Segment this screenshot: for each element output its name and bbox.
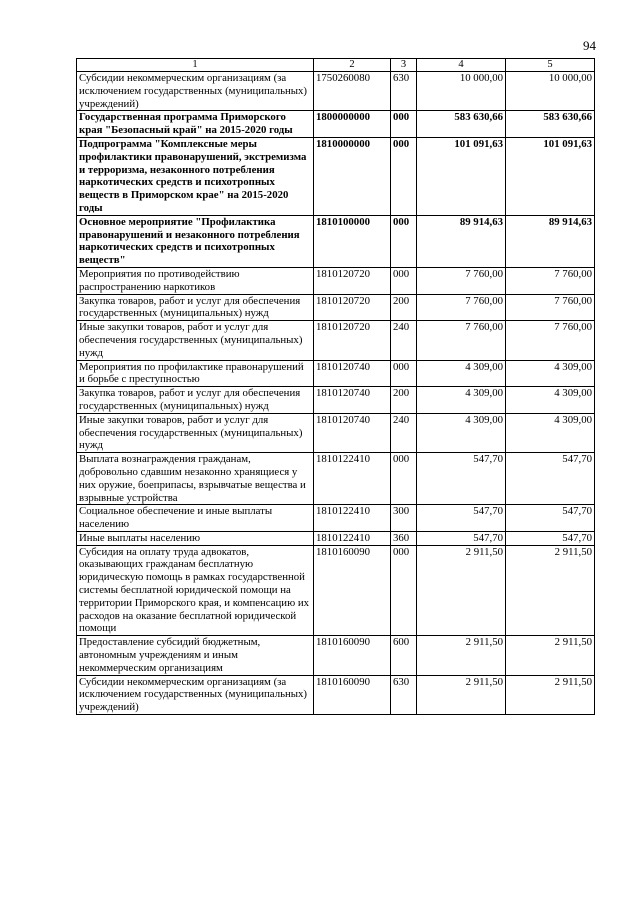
row-code-cell: 1810122410	[314, 531, 391, 545]
table-row	[77, 531, 595, 545]
row-value-col5-cell: 547,70	[506, 505, 595, 532]
row-value-col4-cell: 7 760,00	[417, 267, 506, 294]
row-value-col4-cell: 4 309,00	[417, 360, 506, 387]
table-row	[77, 111, 595, 138]
table-row	[77, 636, 595, 675]
header-col-3: 3	[391, 59, 417, 72]
table-row	[77, 545, 595, 636]
table-row	[77, 72, 595, 111]
row-value-col5-cell: 2 911,50	[506, 545, 595, 636]
row-value-col5-cell: 7 760,00	[506, 267, 595, 294]
row-code-cell: 1750260080	[314, 72, 391, 111]
row-type-cell: 000	[391, 545, 417, 636]
row-code-cell: 1810160090	[314, 545, 391, 636]
row-type-cell: 630	[391, 675, 417, 714]
row-name-cell: Социальное обеспечение и иные выплаты населению	[77, 505, 314, 532]
row-value-col4-cell: 2 911,50	[417, 545, 506, 636]
row-value-col5-cell: 4 309,00	[506, 387, 595, 414]
row-name-cell: Закупка товаров, работ и услуг для обеспечения государственных (муниципальных) нужд	[77, 294, 314, 321]
table-row	[77, 360, 595, 387]
table-header-row	[77, 59, 595, 72]
row-value-col5-cell: 7 760,00	[506, 294, 595, 321]
row-type-cell: 240	[391, 321, 417, 360]
row-type-cell: 360	[391, 531, 417, 545]
row-type-cell: 000	[391, 111, 417, 138]
row-code-cell: 1810122410	[314, 453, 391, 505]
row-type-cell: 000	[391, 267, 417, 294]
row-name-cell: Подпрограмма "Комплексные меры профилактики правонарушений, экстремизма и терроризма, незаконного потребления наркотических средств и психотропных веществ в Приморском крае" на 2015-2020 годы	[77, 137, 314, 215]
row-value-col5-cell: 7 760,00	[506, 321, 595, 360]
row-type-cell: 000	[391, 453, 417, 505]
row-value-col4-cell: 10 000,00	[417, 72, 506, 111]
row-name-cell: Предоставление субсидий бюджетным, автономным учреждениям и иным некоммерческим организациям	[77, 636, 314, 675]
row-name-cell: Государственная программа Приморского края "Безопасный край" на 2015-2020 годы	[77, 111, 314, 138]
row-code-cell: 1810000000	[314, 137, 391, 215]
row-code-cell: 1810100000	[314, 215, 391, 267]
row-code-cell: 1810120740	[314, 413, 391, 452]
row-code-cell: 1800000000	[314, 111, 391, 138]
row-value-col5-cell: 89 914,63	[506, 215, 595, 267]
row-name-cell: Мероприятия по профилактике правонарушений и борьбе с преступностью	[77, 360, 314, 387]
header-col-5: 5	[506, 59, 595, 72]
row-type-cell: 630	[391, 72, 417, 111]
table-row	[77, 675, 595, 714]
row-name-cell: Иные закупки товаров, работ и услуг для обеспечения государственных (муниципальных) нужд	[77, 413, 314, 452]
table-row	[77, 294, 595, 321]
table-row	[77, 267, 595, 294]
row-value-col4-cell: 4 309,00	[417, 413, 506, 452]
row-type-cell: 000	[391, 137, 417, 215]
row-code-cell: 1810120720	[314, 321, 391, 360]
row-type-cell: 300	[391, 505, 417, 532]
row-value-col4-cell: 7 760,00	[417, 321, 506, 360]
row-type-cell: 240	[391, 413, 417, 452]
row-type-cell: 000	[391, 215, 417, 267]
row-value-col5-cell: 2 911,50	[506, 675, 595, 714]
row-type-cell: 200	[391, 294, 417, 321]
row-code-cell: 1810120740	[314, 360, 391, 387]
row-value-col4-cell: 7 760,00	[417, 294, 506, 321]
row-code-cell: 1810160090	[314, 675, 391, 714]
row-value-col4-cell: 101 091,63	[417, 137, 506, 215]
table-row	[77, 215, 595, 267]
row-code-cell: 1810122410	[314, 505, 391, 532]
table-row	[77, 413, 595, 452]
table-row	[77, 137, 595, 215]
table-row	[77, 453, 595, 505]
row-code-cell: 1810120720	[314, 294, 391, 321]
table-row	[77, 505, 595, 532]
row-value-col4-cell: 547,70	[417, 505, 506, 532]
row-code-cell: 1810120720	[314, 267, 391, 294]
header-col-1: 1	[77, 59, 314, 72]
row-name-cell: Закупка товаров, работ и услуг для обеспечения государственных (муниципальных) нужд	[77, 387, 314, 414]
row-value-col5-cell: 547,70	[506, 531, 595, 545]
row-name-cell: Иные выплаты населению	[77, 531, 314, 545]
row-value-col5-cell: 4 309,00	[506, 360, 595, 387]
row-code-cell: 1810120740	[314, 387, 391, 414]
row-value-col4-cell: 2 911,50	[417, 675, 506, 714]
row-value-col4-cell: 547,70	[417, 531, 506, 545]
row-name-cell: Субсидии некоммерческим организациям (за исключением государственных (муниципальных) учреждений)	[77, 72, 314, 111]
row-value-col5-cell: 101 091,63	[506, 137, 595, 215]
row-name-cell: Основное мероприятие "Профилактика правонарушений и незаконного потребления наркотических средств и психотропных веществ"	[77, 215, 314, 267]
row-value-col4-cell: 2 911,50	[417, 636, 506, 675]
table-row	[77, 387, 595, 414]
row-value-col4-cell: 547,70	[417, 453, 506, 505]
row-value-col5-cell: 4 309,00	[506, 413, 595, 452]
row-value-col5-cell: 547,70	[506, 453, 595, 505]
budget-table	[76, 58, 595, 715]
row-name-cell: Иные закупки товаров, работ и услуг для обеспечения государственных (муниципальных) нужд	[77, 321, 314, 360]
row-type-cell: 000	[391, 360, 417, 387]
row-name-cell: Мероприятия по противодействию распространению наркотиков	[77, 267, 314, 294]
row-name-cell: Субсидии некоммерческим организациям (за исключением государственных (муниципальных) учреждений)	[77, 675, 314, 714]
header-col-4: 4	[417, 59, 506, 72]
row-type-cell: 200	[391, 387, 417, 414]
table-row	[77, 321, 595, 360]
row-value-col4-cell: 583 630,66	[417, 111, 506, 138]
row-type-cell: 600	[391, 636, 417, 675]
row-value-col5-cell: 10 000,00	[506, 72, 595, 111]
row-value-col4-cell: 4 309,00	[417, 387, 506, 414]
row-value-col4-cell: 89 914,63	[417, 215, 506, 267]
row-name-cell: Субсидия на оплату труда адвокатов, оказывающих гражданам бесплатную юридическую помощь в рамках государственной системы бесплатной юридической помощи на территории Приморского края, и компенсацию их расходов на оказание бесплатной юридической помощи	[77, 545, 314, 636]
row-value-col5-cell: 2 911,50	[506, 636, 595, 675]
row-name-cell: Выплата вознаграждения гражданам, добровольно сдавшим незаконно хранящиеся у них оружие, боеприпасы, взрывчатые вещества и взрывные устройства	[77, 453, 314, 505]
row-value-col5-cell: 583 630,66	[506, 111, 595, 138]
page-number: 94	[583, 38, 596, 53]
row-code-cell: 1810160090	[314, 636, 391, 675]
header-col-2: 2	[314, 59, 391, 72]
